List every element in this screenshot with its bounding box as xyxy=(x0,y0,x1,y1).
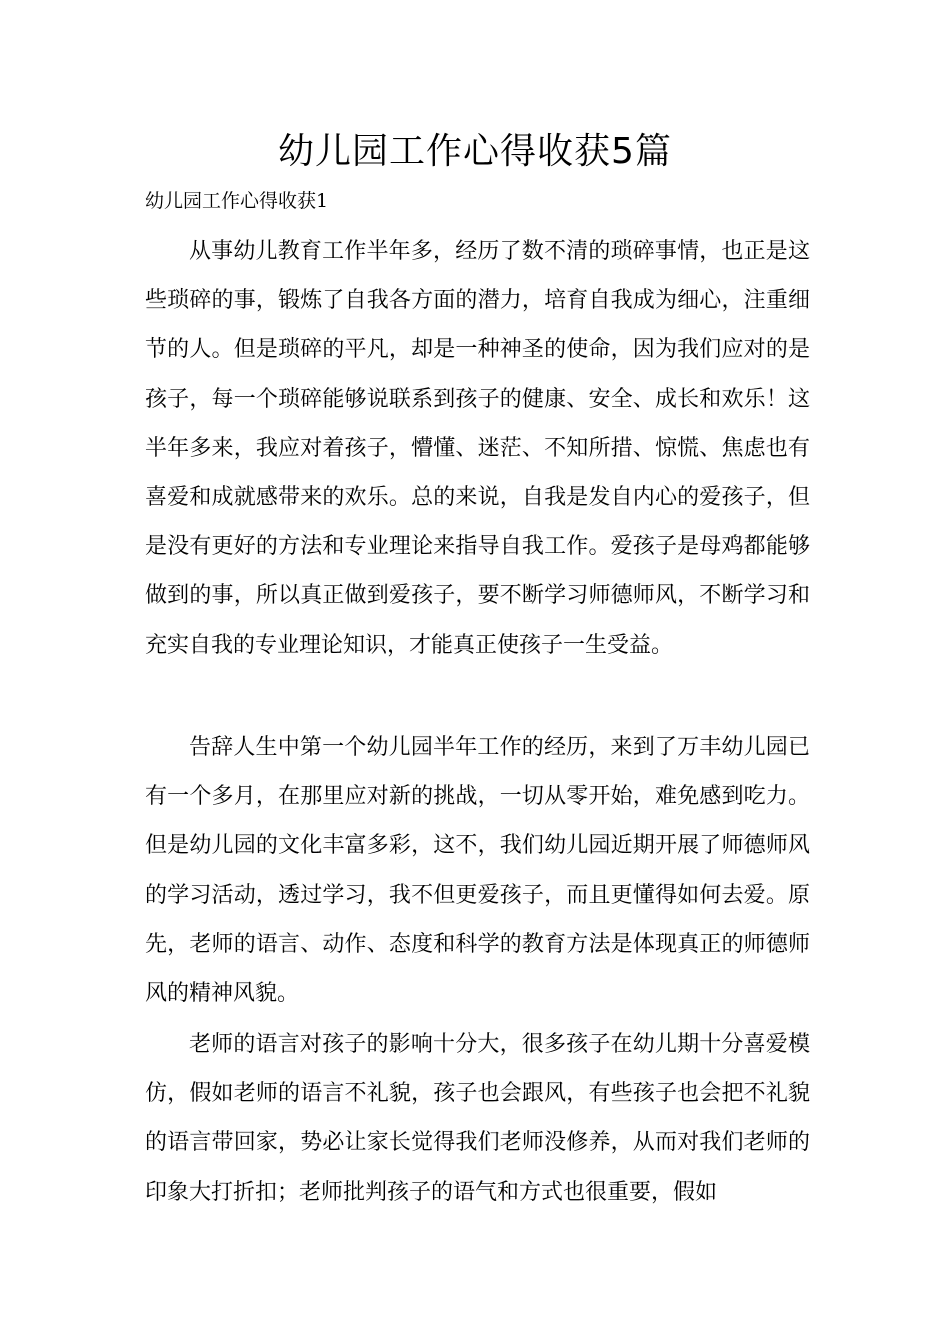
paragraph-3: 老师的语言对孩子的影响十分大，很多孩子在幼儿期十分喜爱模仿，假如老师的语言不礼貌，孩子也会跟风，有些孩子也会把不礼貌的语言带回家，势必让家长觉得我们老师没修养，从而对我们老师的印象大打折扣；老师批判孩子的语气和方式也很重要，假如 xyxy=(145,1032,810,1205)
document-title: 幼儿园工作心得收获5篇 xyxy=(278,131,672,172)
paragraph-1: 从事幼儿教育工作半年多，经历了数不清的琐碎事情，也正是这些琐碎的事，锻炼了自我各方面的潜力，培育自我成为细心，注重细节的人。但是琐碎的平凡，却是一种神圣的使命，因为我们应对的是孩子，每一个琐碎能够说联系到孩子的健康、安全、成长和欢乐！这半年多来，我应对着孩子，懵懂、迷茫、不知所措、惊慌、焦虑也有喜爱和成就感带来的欢乐。总的来说，自我是发自内心的爱孩子，但是没有更好的方法和专业理论来指导自我工作。爱孩子是母鸡都能够做到的事，所以真正做到爱孩子，要不断学习师德师风，不断学习和充实自我的专业理论知识，才能真正使孩子一生受益。 xyxy=(145,239,810,658)
paragraph-2: 告辞人生中第一个幼儿园半年工作的经历，来到了万丰幼儿园已有一个多月，在那里应对新的挑战，一切从零开始，难免感到吃力。但是幼儿园的文化丰富多彩，这不，我们幼儿园近期开展了师德师风的学习活动，透过学习，我不但更爱孩子，而且更懂得如何去爱。原先，老师的语言、动作、态度和科学的教育方法是体现真正的师德师风的精神风貌。 xyxy=(145,735,810,1007)
section-heading: 幼儿园工作心得收获1 xyxy=(145,190,329,212)
